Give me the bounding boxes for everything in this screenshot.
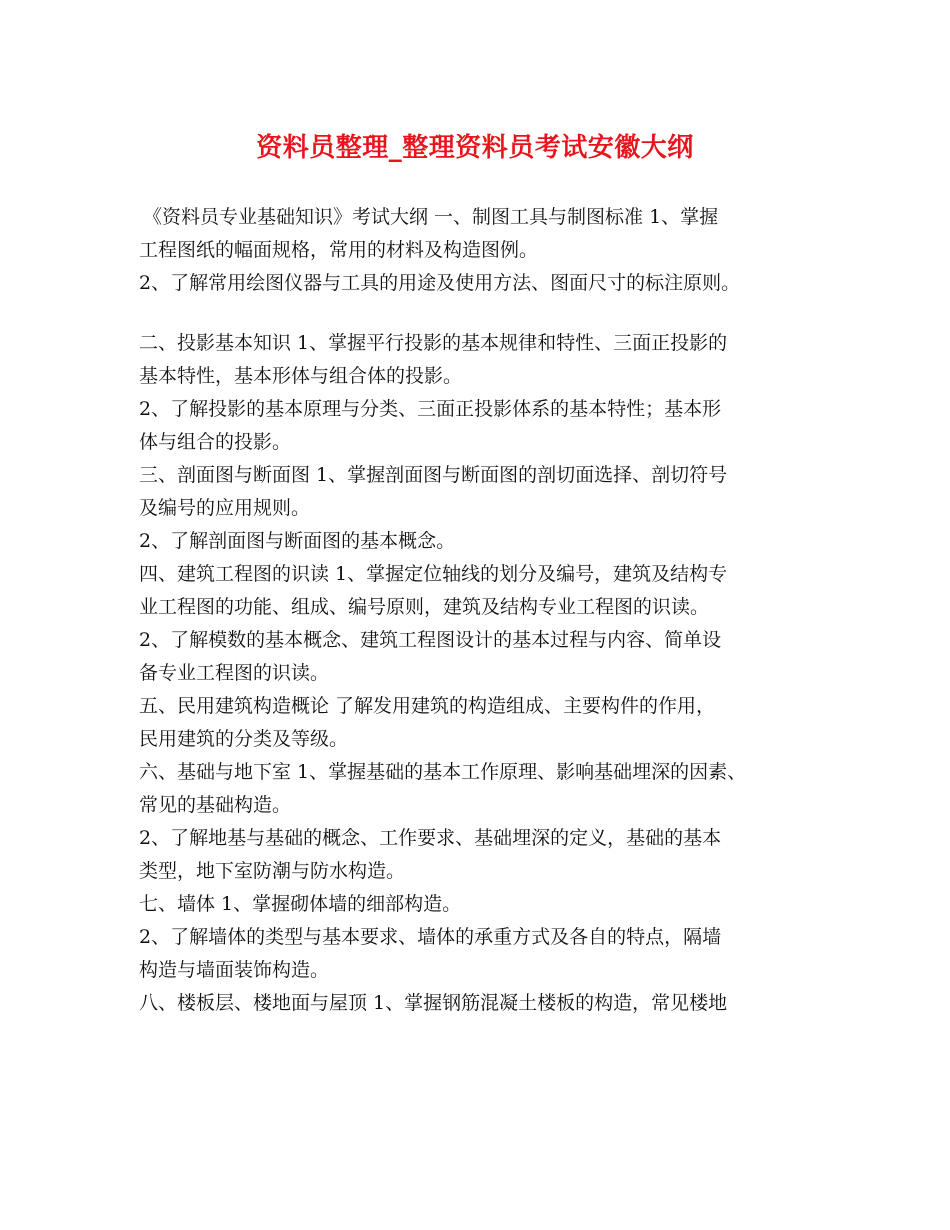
text-line: 2、了解墙体的类型与基本要求、墙体的承重方式及各自的特点，隔墙 xyxy=(139,926,722,948)
text-line: 八、楼板层、楼地面与屋顶 1、掌握钢筋混凝土楼板的构造，常见楼地 xyxy=(139,992,728,1014)
text-line: 备专业工程图的识读。 xyxy=(139,662,330,684)
text-line: 三、剖面图与断面图 1、掌握剖面图与断面图的剖切面选择、剖切符号 xyxy=(139,464,728,486)
text-line: 二、投影基本知识 1、掌握平行投影的基本规律和特性、三面正投影的 xyxy=(139,332,728,354)
text-line: 《资料员专业基础知识》考试大纲 一、制图工具与制图标准 1、掌握 xyxy=(143,206,719,228)
text-line: 2、了解投影的基本原理与分类、三面正投影体系的基本特性；基本形 xyxy=(139,398,722,420)
text-line: 类型，地下室防潮与防水构造。 xyxy=(139,860,406,882)
text-line: 体与组合的投影。 xyxy=(139,431,292,453)
text-line: 工程图纸的幅面规格，常用的材料及构造图例。 xyxy=(139,239,539,261)
text-line: 2、了解地基与基础的概念、工作要求、基础埋深的定义，基础的基本 xyxy=(139,827,722,849)
text-line: 2、了解常用绘图仪器与工具的用途及使用方法、图面尺寸的标注原则。 xyxy=(139,272,741,294)
text-line: 2、了解剖面图与断面图的基本概念。 xyxy=(139,530,456,552)
text-line: 四、建筑工程图的识读 1、掌握定位轴线的划分及编号，建筑及结构专 xyxy=(139,563,728,585)
text-line: 民用建筑的分类及等级。 xyxy=(139,728,349,750)
document-body xyxy=(139,201,839,1020)
text-line: 七、墙体 1、掌握砌体墙的细部构造。 xyxy=(139,893,462,915)
text-line: 五、民用建筑构造概论 了解发用建筑的构造组成、主要构件的作用， xyxy=(139,695,716,717)
text-line: 2、了解模数的基本概念、建筑工程图设计的基本过程与内容、简单设 xyxy=(139,629,722,651)
text-line: 基本特性，基本形体与组合体的投影。 xyxy=(139,365,463,387)
text-line: 及编号的应用规则。 xyxy=(139,497,311,519)
text-line: 业工程图的功能、组成、编号原则，建筑及结构专业工程图的识读。 xyxy=(139,596,710,618)
text-line: 构造与墙面装饰构造。 xyxy=(139,959,330,981)
document-title: 资料员整理_整理资料员考试安徽大纲 xyxy=(256,133,694,163)
text-line: 六、基础与地下室 1、掌握基础的基本工作原理、影响基础埋深的因素、 xyxy=(139,761,747,783)
text-line: 常见的基础构造。 xyxy=(139,794,292,816)
paragraph-gap xyxy=(139,300,839,327)
